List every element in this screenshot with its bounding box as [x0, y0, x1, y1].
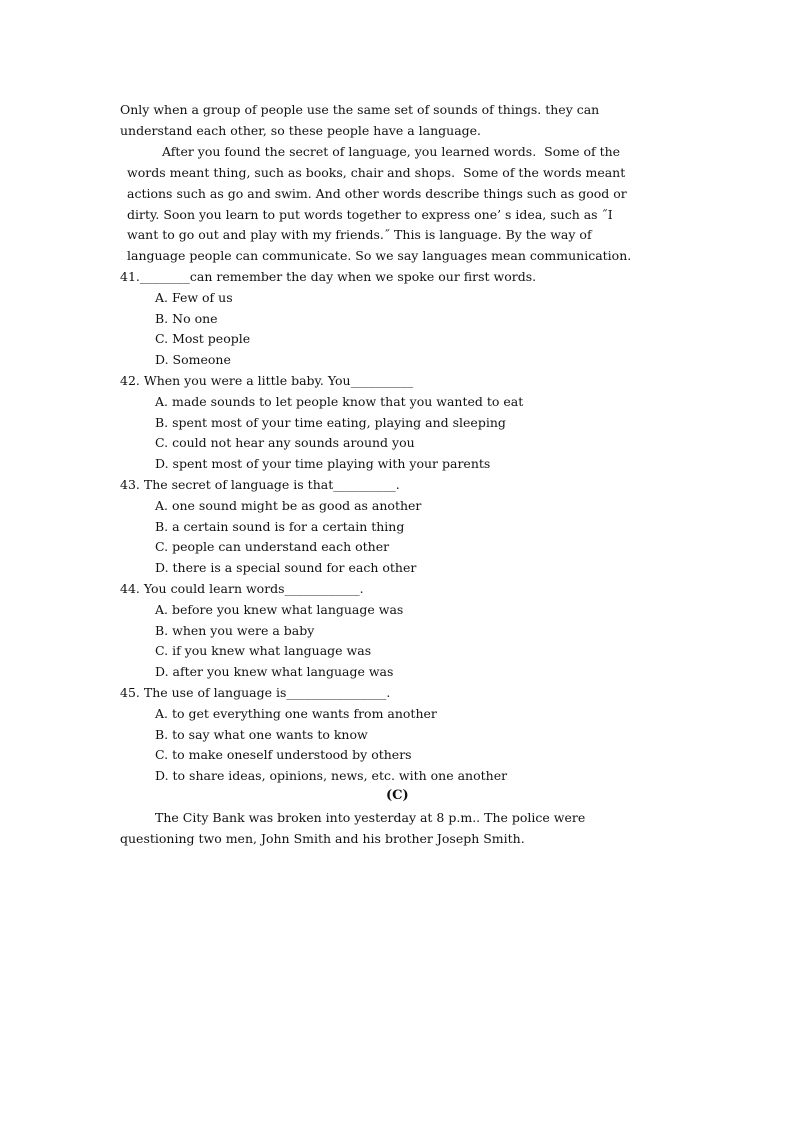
question-stem: 43. The secret of language is that__________. [120, 477, 400, 492]
question-stem: 42. When you were a little baby. You__________ [120, 373, 414, 388]
answer-option: A. to get everything one wants from another [155, 706, 437, 721]
question-stem: 44. You could learn words____________. [120, 581, 364, 596]
answer-option: B. when you were a baby [155, 623, 315, 638]
answer-option: D. there is a special sound for each other [155, 560, 417, 575]
answer-option: B. to say what one wants to know [155, 727, 368, 742]
passage-line: dirty. Soon you learn to put words together to express one’ s idea, such as ˝I [127, 207, 613, 222]
answer-option: D. spent most of your time playing with your parents [155, 456, 491, 471]
answer-option: B. spent most of your time eating, playing and sleeping [155, 415, 506, 430]
answer-option: A. one sound might be as good as another [155, 498, 422, 513]
answer-option: A. Few of us [155, 290, 233, 305]
passage-line: The City Bank was broken into yesterday at 8 p.m.. The police were [155, 810, 586, 825]
answer-option: D. after you knew what language was [155, 664, 394, 679]
answer-option: D. to share ideas, opinions, news, etc. with one another [155, 768, 508, 783]
question-stem: 41.________can remember the day when we spoke our first words. [120, 269, 537, 284]
passage-line: want to go out and play with my friends.˝ This is language. By the way of [127, 227, 592, 242]
passage-line: words meant thing, such as books, chair and shops. Some of the words meant [127, 165, 626, 180]
answer-option: C. to make oneself understood by others [155, 747, 412, 762]
answer-option: C. Most people [155, 331, 251, 346]
answer-option: C. could not hear any sounds around you [155, 435, 415, 450]
answer-option: C. if you knew what language was [155, 643, 372, 658]
passage-line: questioning two men, John Smith and his brother Joseph Smith. [120, 831, 525, 846]
answer-option: B. a certain sound is for a certain thing [155, 519, 405, 534]
passage-line: Only when a group of people use the same set of sounds of things. they can [120, 102, 600, 117]
section-heading: (C) [386, 788, 409, 803]
question-stem: 45. The use of language is________________. [120, 685, 391, 700]
answer-option: B. No one [155, 311, 218, 326]
passage-line: language people can communicate. So we say languages mean communication. [127, 248, 632, 263]
answer-option: D. Someone [155, 352, 231, 367]
answer-option: A. before you knew what language was [155, 602, 404, 617]
answer-option: C. people can understand each other [155, 539, 390, 554]
answer-option: A. made sounds to let people know that you wanted to eat [155, 394, 524, 409]
passage-line: After you found the secret of language, you learned words. Some of the [162, 144, 621, 159]
passage-line: actions such as go and swim. And other words describe things such as good or [127, 186, 627, 201]
passage-line: understand each other, so these people have a language. [120, 123, 482, 138]
